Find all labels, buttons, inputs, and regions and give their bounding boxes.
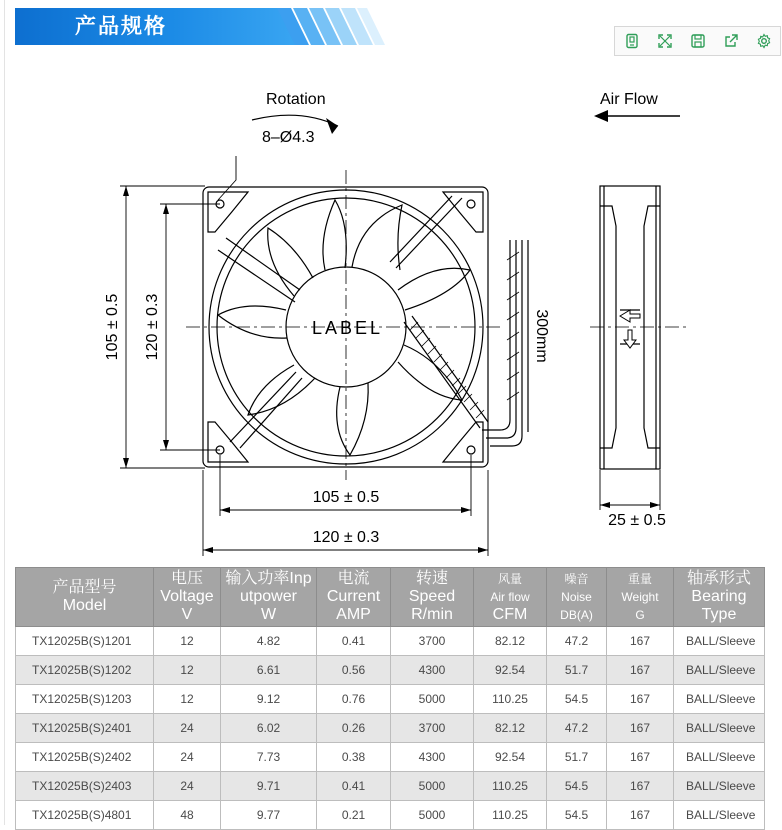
rotation-arrowhead [326, 118, 338, 134]
current-cell: 0.26 [317, 714, 391, 743]
corner-pad [208, 422, 248, 462]
power-cell: 9.71 [221, 772, 317, 801]
col-current: 电流 Current AMP [317, 568, 391, 627]
fan-blade [398, 268, 470, 310]
holes-label: 8–Ø4.3 [262, 129, 315, 146]
bearing-cell: BALL/Sleeve [674, 714, 765, 743]
bookmark-button[interactable] [615, 27, 648, 55]
noise-cell: 47.2 [547, 627, 607, 656]
fan-technical-drawing [0, 55, 782, 560]
rotation-label: Rotation [266, 91, 326, 108]
current-cell: 0.56 [317, 656, 391, 685]
spec-table [15, 567, 765, 830]
airflow-arrowhead [594, 110, 608, 122]
bearing-cell: BALL/Sleeve [674, 743, 765, 772]
fan-blade [218, 306, 287, 338]
current-cell: 0.76 [317, 685, 391, 714]
col-voltage: 电压 Voltage V [154, 568, 221, 627]
weight-cell: 167 [607, 801, 674, 830]
frame-strut [396, 198, 462, 268]
fan-blade [323, 200, 346, 270]
speed-cell: 5000 [391, 685, 474, 714]
col-airflow: 风量 Air flow CFM [474, 568, 547, 627]
model-cell: TX12025B(S)2402 [16, 743, 154, 772]
weight-cell: 167 [607, 627, 674, 656]
col-bearing: 轴承形式 Bearing Type [674, 568, 765, 627]
share-icon [723, 33, 739, 49]
bearing-cell: BALL/Sleeve [674, 801, 765, 830]
noise-cell: 54.5 [547, 801, 607, 830]
table-row [16, 627, 765, 656]
frame-strut [218, 250, 295, 302]
cable-channel-edge [404, 322, 480, 428]
table-row [16, 656, 765, 685]
table-row [16, 685, 765, 714]
save-button[interactable] [681, 27, 714, 55]
inner-width-dim: 105 ± 0.5 [312, 489, 380, 506]
weight-cell: 167 [607, 685, 674, 714]
inner-height-dim: 120 ± 0.3 [144, 293, 161, 361]
current-cell: 0.38 [317, 743, 391, 772]
weight-cell: 167 [607, 714, 674, 743]
side-arrow-left [620, 310, 640, 322]
model-cell: TX12025B(S)2401 [16, 714, 154, 743]
speed-cell: 3700 [391, 714, 474, 743]
airflow-label: Air Flow [600, 91, 658, 108]
fullscreen-icon [657, 33, 673, 49]
weight-cell: 167 [607, 772, 674, 801]
section-title: 产品规格 [75, 14, 167, 38]
airflow-cell: 110.25 [474, 772, 547, 801]
current-cell: 0.21 [317, 801, 391, 830]
model-cell: TX12025B(S)1202 [16, 656, 154, 685]
airflow-cell: 110.25 [474, 685, 547, 714]
outer-height-dim: 105 ± 0.5 [104, 293, 121, 361]
voltage-cell: 24 [154, 714, 221, 743]
hole-leader [218, 156, 236, 200]
bearing-cell: BALL/Sleeve [674, 685, 765, 714]
cable-wire [486, 240, 516, 438]
weight-cell: 167 [607, 743, 674, 772]
frame-strut [226, 238, 300, 290]
table-row [16, 772, 765, 801]
col-power: 输入功率Inp utpower W [221, 568, 317, 627]
power-cell: 6.61 [221, 656, 317, 685]
voltage-cell: 12 [154, 656, 221, 685]
current-cell: 0.41 [317, 627, 391, 656]
fan-side-view [600, 186, 660, 469]
model-cell: TX12025B(S)4801 [16, 801, 154, 830]
power-cell: 7.73 [221, 743, 317, 772]
fullscreen-button[interactable] [648, 27, 681, 55]
voltage-cell: 24 [154, 772, 221, 801]
airflow-cell: 92.54 [474, 656, 547, 685]
cable-length-dim: 300mm [533, 309, 550, 363]
power-cell: 4.82 [221, 627, 317, 656]
noise-cell: 51.7 [547, 656, 607, 685]
speed-cell: 4300 [391, 743, 474, 772]
power-cell: 9.77 [221, 801, 317, 830]
corner-pad [443, 422, 483, 462]
speed-cell: 4300 [391, 656, 474, 685]
speed-cell: 5000 [391, 772, 474, 801]
outer-width-dim: 120 ± 0.3 [312, 529, 380, 546]
rotation-arc [252, 115, 338, 126]
gear-icon [756, 33, 772, 49]
save-icon [690, 33, 706, 49]
cable-wire [490, 240, 522, 446]
col-model: 产品型号 Model [16, 568, 154, 627]
noise-cell: 54.5 [547, 685, 607, 714]
power-cell: 6.02 [221, 714, 317, 743]
mount-hole [467, 200, 475, 208]
table-row [16, 714, 765, 743]
col-weight: 重量 Weight G [607, 568, 674, 627]
fan-blade [337, 383, 369, 455]
power-cell: 9.12 [221, 685, 317, 714]
settings-button[interactable] [747, 27, 780, 55]
frame-strut [230, 372, 296, 442]
speed-cell: 5000 [391, 801, 474, 830]
bookmark-icon [624, 33, 640, 49]
voltage-cell: 12 [154, 627, 221, 656]
model-cell: TX12025B(S)1201 [16, 627, 154, 656]
col-noise: 噪音 Noise DB(A) [547, 568, 607, 627]
voltage-cell: 48 [154, 801, 221, 830]
speed-cell: 3700 [391, 627, 474, 656]
corner-pad [208, 192, 248, 232]
cable-wire [482, 240, 510, 430]
airflow-cell: 110.25 [474, 801, 547, 830]
current-cell: 0.41 [317, 772, 391, 801]
fan-blade [248, 365, 315, 415]
model-cell: TX12025B(S)2403 [16, 772, 154, 801]
weight-cell: 167 [607, 656, 674, 685]
share-button[interactable] [714, 27, 747, 55]
header-banner-graphic [15, 8, 385, 45]
fan-blade [268, 228, 313, 296]
toolbar [614, 26, 781, 56]
depth-dim: 25 ± 0.5 [608, 512, 666, 529]
table-header-row [16, 568, 765, 627]
bearing-cell: BALL/Sleeve [674, 772, 765, 801]
noise-cell: 47.2 [547, 714, 607, 743]
table-row [16, 743, 765, 772]
voltage-cell: 12 [154, 685, 221, 714]
label-text: LABEL [312, 318, 384, 338]
table-row [16, 801, 765, 830]
airflow-cell: 82.12 [474, 714, 547, 743]
bearing-cell: BALL/Sleeve [674, 656, 765, 685]
section-header [15, 8, 385, 45]
model-cell: TX12025B(S)1203 [16, 685, 154, 714]
side-arrow-down [624, 330, 636, 348]
fan-blade [352, 205, 402, 270]
airflow-cell: 82.12 [474, 627, 547, 656]
airflow-cell: 92.54 [474, 743, 547, 772]
noise-cell: 51.7 [547, 743, 607, 772]
voltage-cell: 24 [154, 743, 221, 772]
mount-hole [467, 446, 475, 454]
col-speed: 转速 Speed R/min [391, 568, 474, 627]
bearing-cell: BALL/Sleeve [674, 627, 765, 656]
noise-cell: 54.5 [547, 772, 607, 801]
